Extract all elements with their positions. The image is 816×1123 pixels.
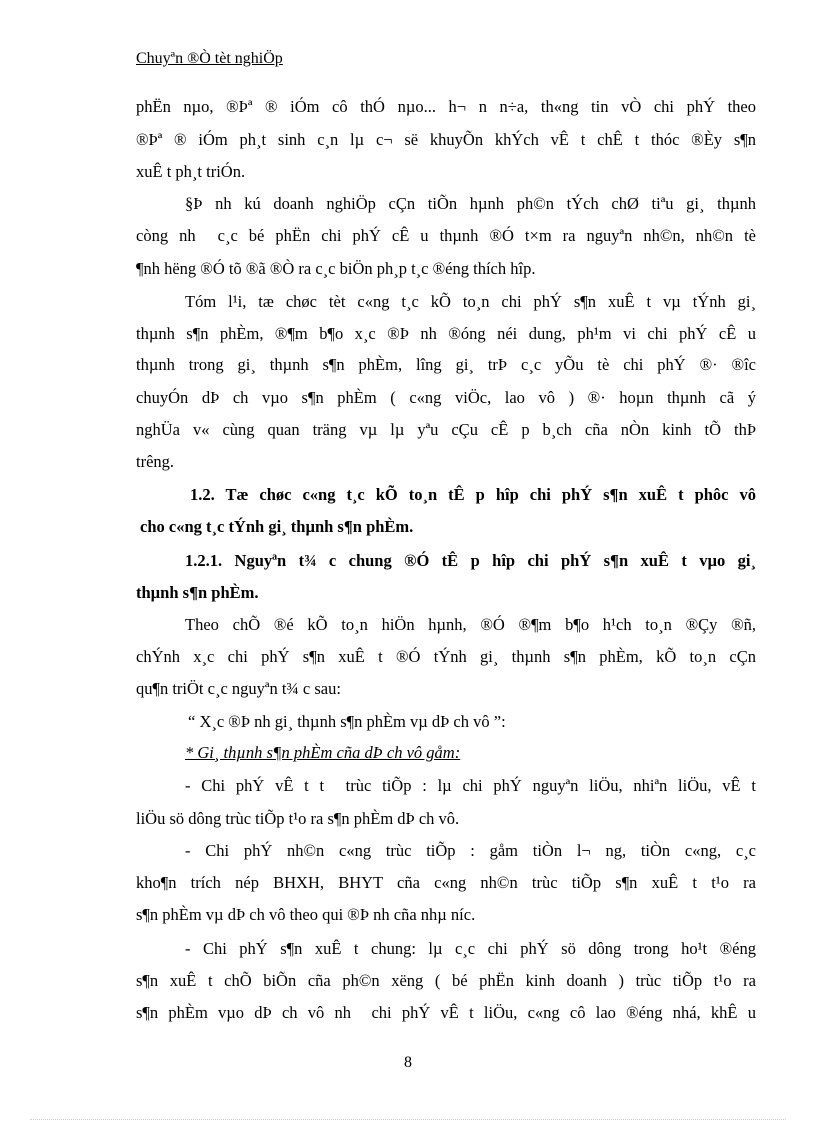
page-bottom-rule xyxy=(30,1119,786,1120)
body-line: trêng. xyxy=(136,452,175,471)
page-number: 8 xyxy=(404,1054,412,1071)
body-line: liÖu sö dông trùc tiÕp t¹o ra s¶n phÈm dÞ ch vô. xyxy=(136,809,460,828)
body-line: xuÊ t ph¸t triÓn. xyxy=(136,162,246,181)
body-line: Tóm l¹i, tæ chøc tèt c«ng t¸c kÕ to¸n chi phÝ s¶n xuÊ t vµ tÝnh gi¸ xyxy=(185,292,756,311)
body-line: nghÜa v« cùng quan träng vµ lµ yªu cÇu cÊ p b¸ch cña nÒn kinh tÕ thÞ xyxy=(136,420,756,439)
body-line: s¶n xuÊ t chÕ biÕn cña ph©n xëng ( bé phËn kinh doanh ) trùc tiÕp t¹o ra xyxy=(136,971,756,990)
body-line: thµnh trong gi¸ thµnh s¶n phÈm, lîng gi¸ trÞ c¸c yÕu tè chi phÝ ®· ®îc xyxy=(136,355,756,374)
body-line: qu¶n triÖt c¸c nguyªn t¾ c sau: xyxy=(136,679,341,698)
body-line: Theo chÕ ®é kÕ to¸n hiÖn hµnh, ®Ó ®¶m b¶o h¹ch to¸n ®Çy ®ñ, xyxy=(185,615,756,634)
body-line: s¶n phÈm vµo dÞ ch vô nh chi phÝ vÊ t liÖu, c«ng cô lao ®éng nhá, khÊ u xyxy=(136,1003,756,1022)
running-header: Chuyªn ®Ò tèt nghiÖp xyxy=(136,50,283,67)
body-line: kho¶n trích nép BHXH, BHYT cña c«ng nh©n trùc tiÕp s¶n xuÊ t t¹o ra xyxy=(136,873,756,892)
italic-subheading: * Gi¸ thµnh s¶n phÈm cña dÞ ch vô gåm: xyxy=(185,743,461,762)
subsection-heading: 1.2.1. Nguyªn t¾ c chung ®Ó tÊ p hîp chi phÝ s¶n xuÊ t vµo gi¸ xyxy=(185,551,756,570)
body-line: còng nh c¸c bé phËn chi phÝ cÊ u thµnh ®Ó t×m ra nguyªn nh©n, nh©n tè xyxy=(136,226,756,245)
subsection-heading: thµnh s¶n phÈm. xyxy=(136,583,259,602)
body-line: §Þ nh kú doanh nghiÖp cÇn tiÕn hµnh ph©n tÝch chØ tiªu gi¸ thµnh xyxy=(185,194,756,213)
body-line: ®Þª ® iÓm ph¸t sinh c¸n lµ c¬ së khuyÕn khÝch vÊ t chÊ t thóc ®Èy s¶n xyxy=(136,130,756,149)
quoted-line: “ X¸c ®Þ nh gi¸ thµnh s¶n phÈm vµ dÞ ch vô ”: xyxy=(188,712,506,731)
body-line: s¶n phÈm vµ dÞ ch vô theo qui ®Þ nh cña nhµ níc. xyxy=(136,905,476,924)
body-line: - Chi phÝ vÊ t t trùc tiÕp : lµ chi phÝ nguyªn liÖu, nhiªn liÖu, vÊ t xyxy=(185,776,756,795)
body-line: phËn nµo, ®Þª ® iÓm cô thÓ nµo... h¬ n n÷a, th«ng tin vÒ chi phÝ theo xyxy=(136,97,756,116)
body-line: thµnh s¶n phÈm, ®¶m b¶o x¸c ®Þ nh ®óng néi dung, ph¹m vi chi phÝ cÊ u xyxy=(136,324,756,343)
body-line: ¶nh hëng ®Ó tõ ®ã ®Ò ra c¸c biÖn ph¸p t¸c ®éng thích hîp. xyxy=(136,259,536,278)
body-line: chÝnh x¸c chi phÝ s¶n xuÊ t ®Ó tÝnh gi¸ thµnh s¶n phÈm, kÕ to¸n cÇn xyxy=(136,647,756,666)
section-heading: cho c«ng t¸c tÝnh gi¸ thµnh s¶n phÈm. xyxy=(140,517,414,536)
body-line: chuyÓn dÞ ch vµo s¶n phÈm ( c«ng viÖc, lao vô ) ®· hoµn thµnh cã ý xyxy=(136,388,756,407)
section-heading: 1.2. Tæ chøc c«ng t¸c kÕ to¸n tÊ p hîp chi phÝ s¶n xuÊ t phôc vô xyxy=(190,485,756,504)
body-line: - Chi phÝ nh©n c«ng trùc tiÕp : gåm tiÒn l¬ ng, tiÒn c«ng, c¸c xyxy=(185,841,756,860)
body-line: - Chi phÝ s¶n xuÊ t chung: lµ c¸c chi phÝ sö dông trong ho¹t ®éng xyxy=(185,939,756,958)
